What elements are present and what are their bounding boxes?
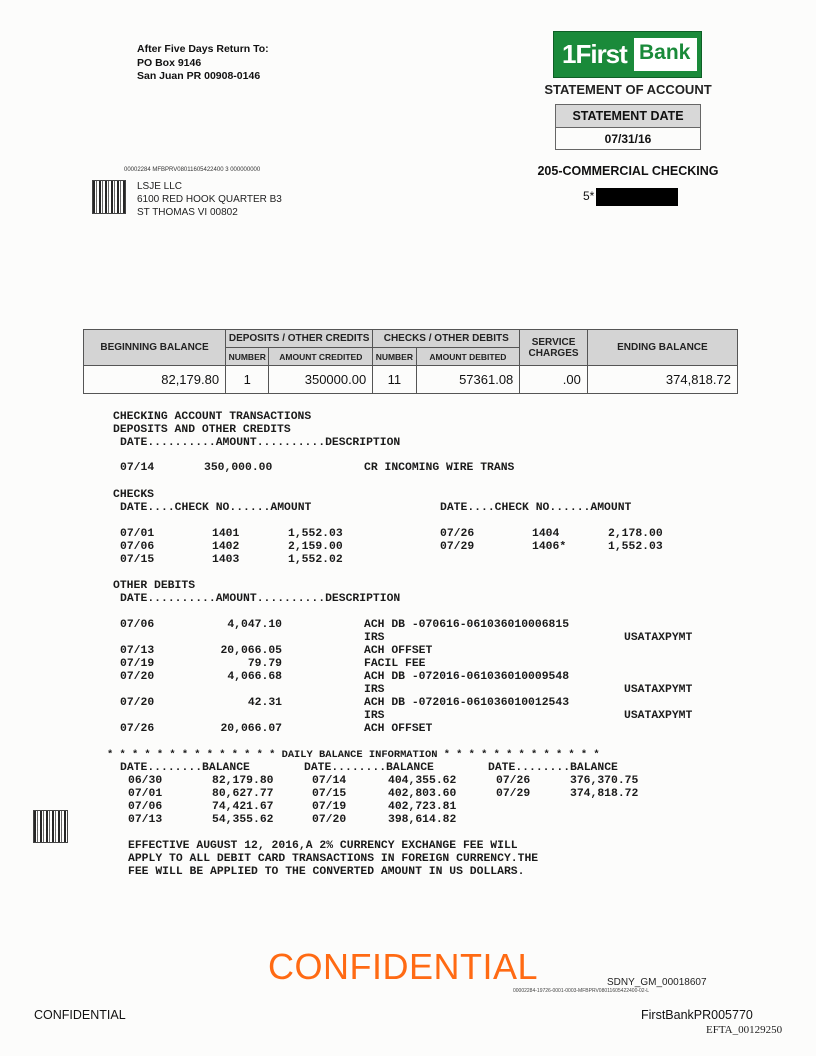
daily-date: 07/14 [312, 775, 347, 787]
check-amount: 2,159.00 [288, 541, 343, 553]
check-amount: 1,552.03 [608, 541, 663, 553]
daily-balance-title: * * * * * * * * * * * * * * DAILY BALANCE INFORMATION * * * * * * * * * * * * * [107, 749, 600, 761]
deposit-description: CR INCOMING WIRE TRANS [364, 462, 515, 474]
confidential-label: CONFIDENTIAL [34, 1008, 126, 1022]
daily-date: 07/01 [128, 788, 163, 800]
mailing-address [137, 180, 282, 219]
bates-number: FirstBankPR005770 [641, 1008, 753, 1022]
debit-description: ACH OFFSET [364, 723, 433, 735]
customer-street: 6100 RED HOOK QUARTER B3 [137, 194, 282, 205]
debit-description: ACH DB -072016-061036010012543 [364, 697, 570, 709]
return-address [137, 43, 269, 84]
header-service-charges: SERVICE CHARGES [520, 330, 588, 366]
check-date: 07/29 [440, 541, 475, 553]
header-deposits: DEPOSITS / OTHER CREDITS [226, 330, 373, 348]
deposit-amount: 350,000.00 [204, 462, 273, 474]
daily-date: 07/13 [128, 814, 163, 826]
return-address-line: After Five Days Return To: [137, 43, 269, 55]
daily-balance: 376,370.75 [570, 775, 639, 787]
debit-date: 07/20 [120, 697, 155, 709]
check-number: 1402 [212, 541, 240, 553]
checks-number-value: 11 [373, 366, 416, 394]
check-amount: 2,178.00 [608, 528, 663, 540]
daily-header-1: DATE........BALANCE [120, 762, 250, 774]
daily-header-3: DATE........BALANCE [488, 762, 618, 774]
header-deposit-number: NUMBER [226, 348, 269, 366]
check-amount: 1,552.03 [288, 528, 343, 540]
side-barcode-icon [34, 811, 67, 842]
confidential-stamp: CONFIDENTIAL [268, 946, 539, 987]
daily-date: 07/19 [312, 801, 347, 813]
check-date: 07/26 [440, 528, 475, 540]
document-id: 00002284-19726-0001-0003-MFBPRV08011605422400-02-L [513, 988, 650, 994]
statement-title: STATEMENT OF ACCOUNT [544, 82, 712, 97]
other-debits-header: DATE..........AMOUNT..........DESCRIPTION [120, 593, 401, 605]
debit-amount: 79.79 [247, 658, 282, 670]
debit-amount: 42.31 [247, 697, 282, 709]
daily-balance: 402,803.60 [388, 788, 457, 800]
daily-header-2: DATE........BALANCE [304, 762, 434, 774]
header-amount-credited: AMOUNT CREDITED [269, 348, 373, 366]
daily-date: 07/15 [312, 788, 347, 800]
debit-description: FACIL FEE [364, 658, 426, 670]
debit-amount: 4,066.68 [227, 671, 282, 683]
account-number-prefix: 5* [583, 189, 595, 203]
notice-line: FEE WILL BE APPLIED TO THE CONVERTED AMOUNT IN US DOLLARS. [128, 866, 525, 878]
account-type: 205-COMMERCIAL CHECKING [537, 164, 719, 178]
customer-name: LSJE LLC [137, 181, 183, 192]
debit-payee: IRS [364, 632, 385, 644]
debit-description: ACH OFFSET [364, 645, 433, 657]
debit-description: ACH DB -070616-061036010006815 [364, 619, 570, 631]
checks-header-left: DATE....CHECK NO......AMOUNT [120, 502, 312, 514]
beginning-balance-value: 82,179.80 [84, 366, 226, 394]
daily-date: 07/06 [128, 801, 163, 813]
debit-date: 07/13 [120, 645, 155, 657]
debit-date: 07/19 [120, 658, 155, 670]
debit-payee: IRS [364, 684, 385, 696]
debit-reference: USATAXPYMT [624, 684, 693, 696]
deposit-date: 07/14 [120, 462, 155, 474]
logo-first-text: 1First [562, 39, 627, 69]
return-address-line: PO Box 9146 [137, 56, 202, 69]
daily-balance: 54,355.62 [212, 814, 274, 826]
scan-line: 00002284 MFBPRV08011605422400 3 000000000 [124, 167, 261, 173]
daily-balance: 402,723.81 [388, 801, 457, 813]
check-number: 1406* [532, 541, 567, 553]
sdny-number: SDNY_GM_00018607 [607, 977, 707, 988]
check-date: 07/15 [120, 554, 155, 566]
return-address-line: San Juan PR 00908-0146 [137, 70, 261, 82]
daily-date: 07/20 [312, 814, 347, 826]
daily-balance: 404,355.62 [388, 775, 457, 787]
balance-summary-table [83, 329, 738, 394]
daily-balance: 398,614.82 [388, 814, 457, 826]
debit-amount: 4,047.10 [227, 619, 282, 631]
debit-date: 07/20 [120, 671, 155, 683]
customer-city: ST THOMAS VI 00802 [137, 207, 238, 218]
debit-reference: USATAXPYMT [624, 632, 693, 644]
checks-amount-value: 57361.08 [416, 366, 520, 394]
statement-date-box [555, 104, 701, 150]
debit-date: 07/26 [120, 723, 155, 735]
check-date: 07/01 [120, 528, 155, 540]
daily-balance: 374,818.72 [570, 788, 639, 800]
header-check-number: NUMBER [373, 348, 416, 366]
service-charges-value: .00 [520, 366, 588, 394]
check-number: 1404 [532, 528, 560, 540]
daily-date: 07/26 [496, 775, 531, 787]
deposits-title: DEPOSITS AND OTHER CREDITS [113, 424, 291, 436]
debit-description: ACH DB -072016-061036010009548 [364, 671, 570, 683]
checks-header-right: DATE....CHECK NO......AMOUNT [440, 502, 632, 514]
checks-title: CHECKS [113, 489, 155, 501]
check-number: 1403 [212, 554, 240, 566]
daily-balance: 74,421.67 [212, 801, 274, 813]
statement-date-value: 07/31/16 [604, 132, 652, 146]
debit-date: 07/06 [120, 619, 155, 631]
check-number: 1401 [212, 528, 240, 540]
efta-number: EFTA_00129250 [706, 1024, 783, 1036]
debit-payee: IRS [364, 710, 385, 722]
transactions-title: CHECKING ACCOUNT TRANSACTIONS [113, 411, 312, 423]
daily-date: 06/30 [128, 775, 163, 787]
bank-logo [553, 31, 702, 78]
barcode-icon [93, 181, 125, 213]
deposits-number-value: 1 [226, 366, 269, 394]
daily-balance: 82,179.80 [212, 775, 274, 787]
check-amount: 1,552.02 [288, 554, 343, 566]
ending-balance-value: 374,818.72 [587, 366, 737, 394]
debit-amount: 20,066.07 [220, 723, 282, 735]
redaction-bar [596, 188, 678, 206]
header-beginning-balance: BEGINNING BALANCE [84, 330, 226, 366]
header-ending-balance: ENDING BALANCE [587, 330, 737, 366]
notice-line: EFFECTIVE AUGUST 12, 2016,A 2% CURRENCY EXCHANGE FEE WILL [128, 840, 518, 852]
header-amount-debited: AMOUNT DEBITED [416, 348, 520, 366]
debit-amount: 20,066.05 [220, 645, 282, 657]
logo-bank-text: Bank [639, 41, 691, 64]
other-debits-title: OTHER DEBITS [113, 580, 196, 592]
daily-date: 07/29 [496, 788, 531, 800]
deposits-amount-value: 350000.00 [269, 366, 373, 394]
check-date: 07/06 [120, 541, 155, 553]
debit-reference: USATAXPYMT [624, 710, 693, 722]
daily-balance: 80,627.77 [212, 788, 274, 800]
deposits-header: DATE..........AMOUNT..........DESCRIPTION [120, 437, 401, 449]
notice-line: APPLY TO ALL DEBIT CARD TRANSACTIONS IN FOREIGN CURRENCY.THE [128, 853, 539, 865]
statement-date-label: STATEMENT DATE [556, 105, 700, 128]
header-checks: CHECKS / OTHER DEBITS [373, 330, 520, 348]
